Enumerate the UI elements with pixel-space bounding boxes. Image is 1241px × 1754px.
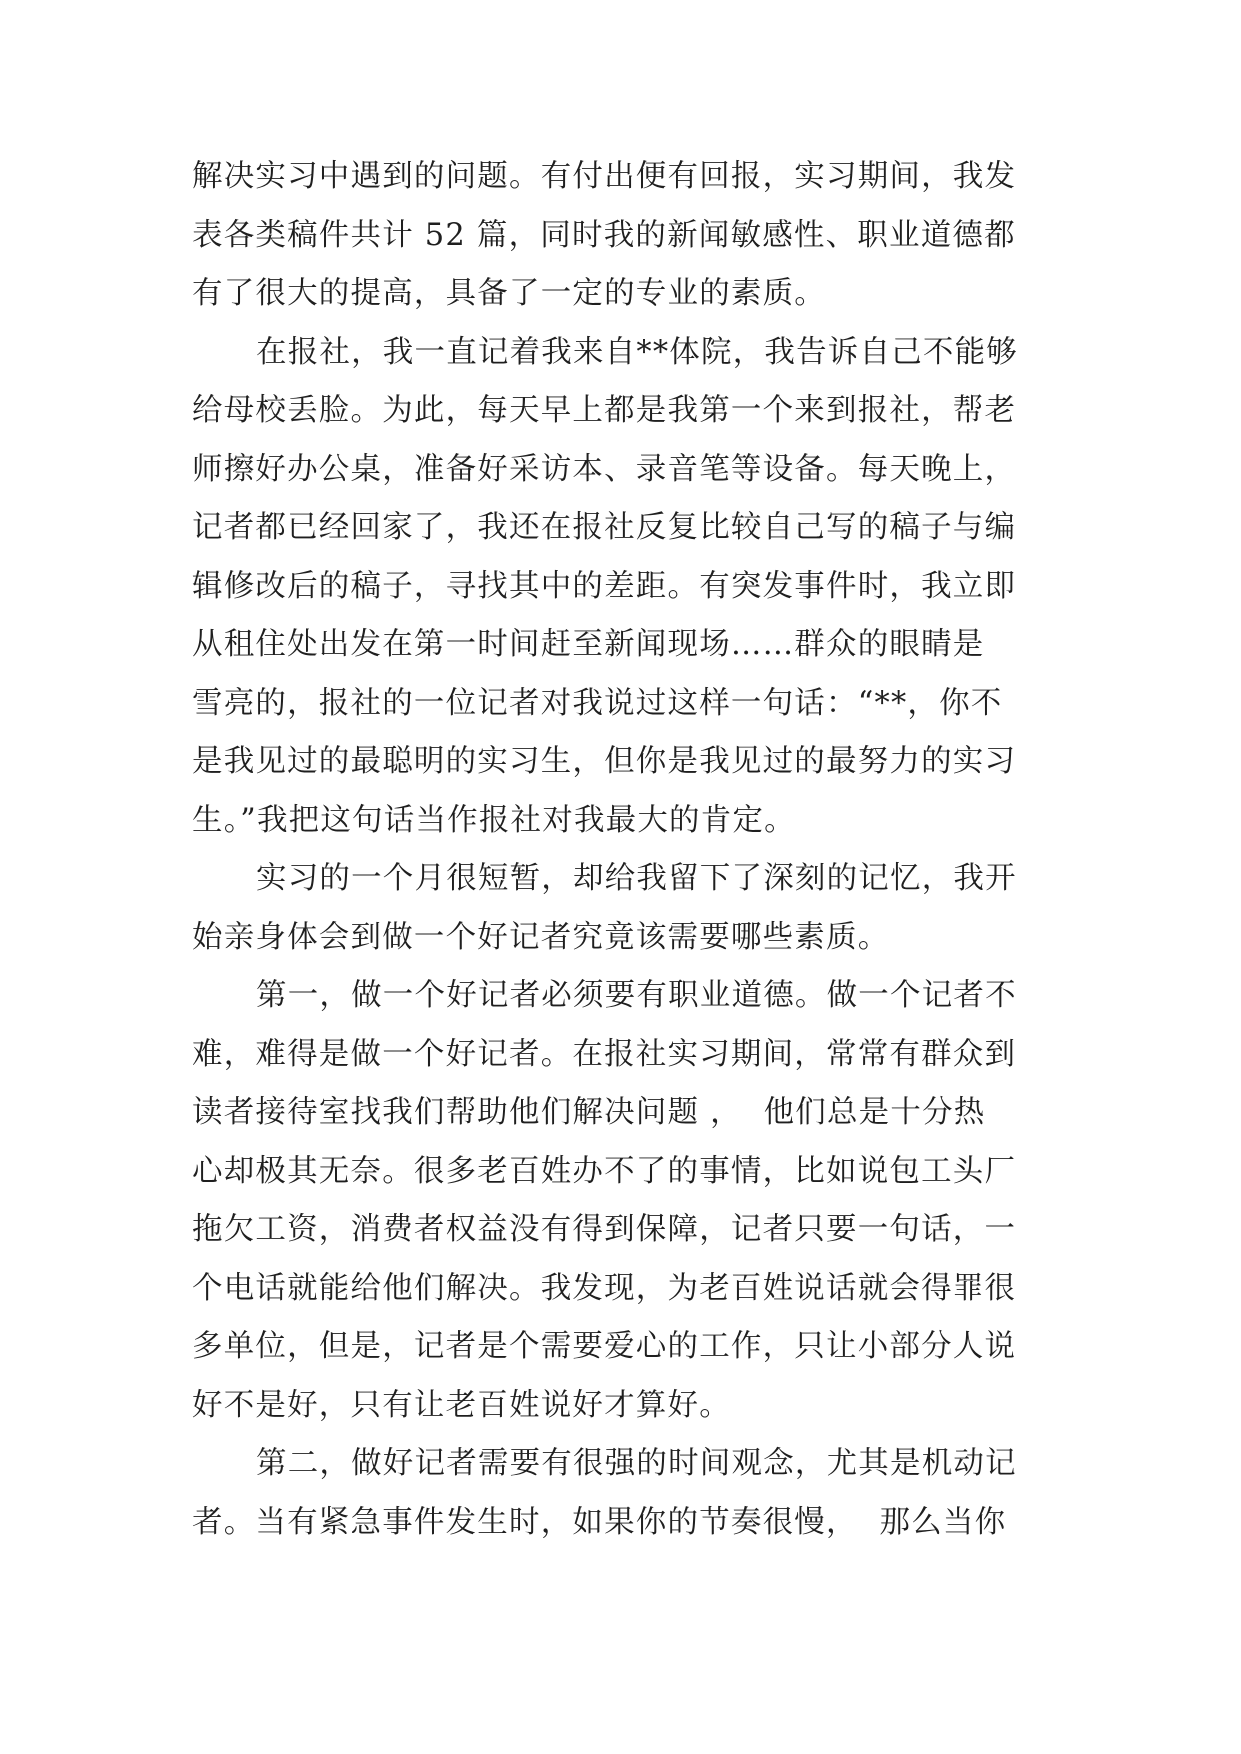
text-line: 从租住处出发在第一时间赶至新闻现场……群众的眼睛是: [192, 627, 985, 662]
text-line: 多单位，但是，记者是个需要爱心的工作，只让小部分人说: [192, 1329, 1017, 1364]
text-line: 个电话就能给他们解决。我发现，为老百姓说话就会得罪很: [192, 1270, 1017, 1306]
text-line: 在报社，我一直记着我来自**体院，我告诉自己不能够: [256, 334, 1018, 370]
text-line: 辑修改后的稿子，寻找其中的差距。有突发事件时，我立即: [192, 568, 1017, 604]
text-line: 生。”我把这句话当作报社对我最大的肯定。: [192, 802, 796, 838]
text-line: 记者都已经回家了，我还在报社反复比较自己写的稿子与编: [192, 510, 1017, 545]
text-line: 第二，做好记者需要有很强的时间观念，尤其是机动记: [256, 1446, 1017, 1481]
text-line: 好不是好，只有让老百姓说好才算好。: [192, 1387, 731, 1423]
text-line: 有了很大的提高，具备了一定的专业的素质。: [192, 276, 826, 311]
text-line: 拖欠工资，消费者权益没有得到保障，记者只要一句话，一: [192, 1212, 1017, 1247]
paragraph: [192, 324, 1052, 851]
text-line: 读者接待室找我们帮助他们解决问题 ， 他们总是十分热: [192, 1095, 986, 1130]
text-line: 始亲身体会到做一个好记者究竟该需要哪些素质。: [192, 919, 890, 955]
text-line: 第一，做一个好记者必须要有职业道德。做一个记者不: [256, 978, 1017, 1013]
paragraph: [192, 850, 1052, 967]
paragraph: [192, 1435, 1052, 1552]
text-line: 给母校丢脸。为此，每天早上都是我第一个来到报社，帮老: [192, 393, 1017, 428]
text-line: 表各类稿件共计 52 篇，同时我的新闻敏感性、职业道德都: [192, 217, 1016, 253]
text-line: 解决实习中遇到的问题。有付出便有回报，实习期间，我发: [192, 159, 1017, 194]
text-line: 心却极其无奈。很多老百姓办不了的事情，比如说包工头厂: [192, 1153, 1017, 1189]
paragraph: [192, 148, 1052, 324]
text-line: 实习的一个月很短暂，却给我留下了深刻的记忆，我开: [256, 861, 1017, 896]
text-line: 师擦好办公桌，准备好采访本、录音笔等设备。每天晚上，: [192, 451, 1017, 487]
text-line: 是我见过的最聪明的实习生，但你是我见过的最努力的实习: [192, 744, 1017, 779]
text-line: 难，难得是做一个好记者。在报社实习期间，常常有群众到: [192, 1036, 1017, 1072]
document-body: [192, 148, 1052, 1552]
paragraph: [192, 967, 1052, 1435]
text-line: 者。当有紧急事件发生时，如果你的节奏很慢， 那么当你: [192, 1504, 1007, 1540]
text-line: 雪亮的，报社的一位记者对我说过这样一句话：“**，你不: [192, 685, 1003, 721]
